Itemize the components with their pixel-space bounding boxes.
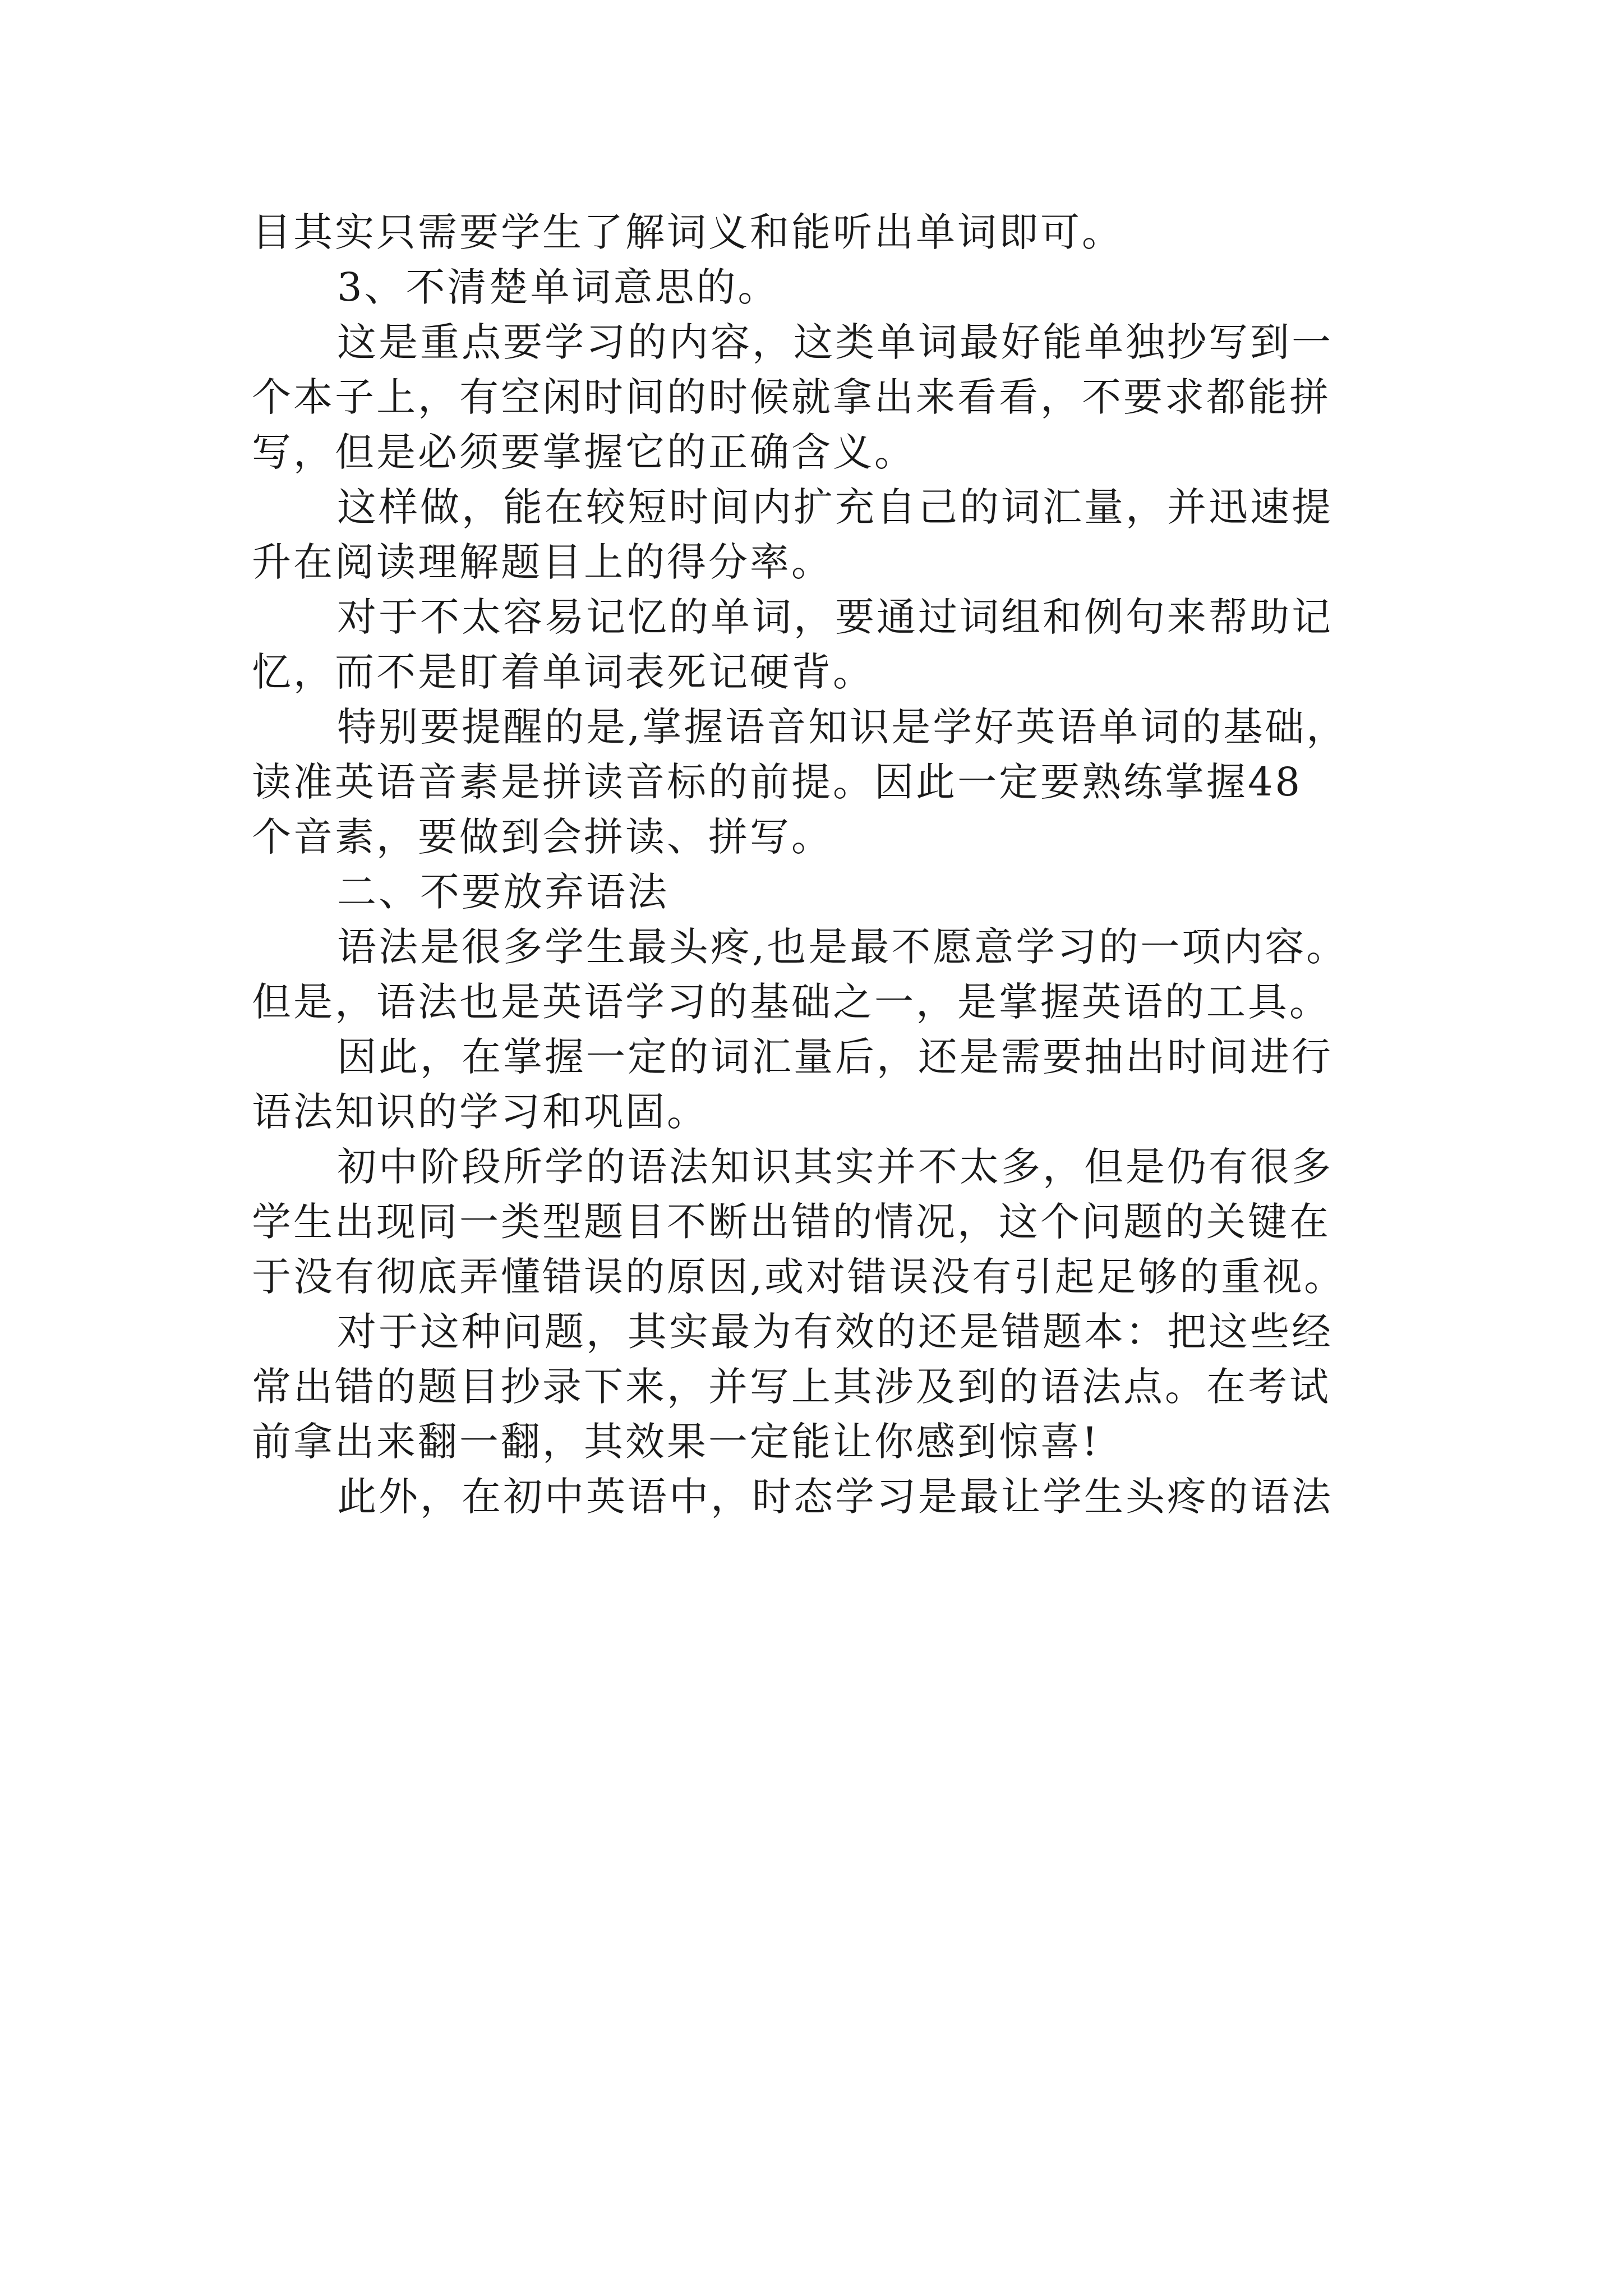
text-line: 特别要提醒的是,掌握语音知识是学好英语单词的基础， [337,704,1348,750]
text-line: 对于不太容易记忆的单词，要通过词组和例句来帮助记 [337,594,1333,640]
text-line: 个本子上，有空闲时间的时候就拿出来看看，不要求都能拼 [252,374,1331,420]
document-body [252,205,1396,1524]
text-line: 前拿出来翻一翻，其效果一定能让你感到惊喜! [252,1419,1100,1465]
text-line: 写，但是必须要掌握它的正确含义。 [252,429,916,475]
text-line: 于没有彻底弄懂错误的原因,或对错误没有引起足够的重视。 [252,1254,1346,1300]
section-heading: 二、不要放弃语法 [337,869,669,915]
text-line: 升在阅读理解题目上的得分率。 [252,539,833,585]
text-line: 个音素，要做到会拼读、拼写。 [252,814,833,860]
text-line: 但是，语法也是英语学习的基础之一，是掌握英语的工具。 [252,979,1331,1025]
text-line: 读准英语音素是拼读音标的前提。因此一定要熟练掌握48 [252,759,1303,805]
text-line: 语法知识的学习和巩固。 [252,1089,708,1135]
text-line: 学生出现同一类型题目不断出错的情况，这个问题的关键在 [252,1199,1331,1245]
text-line: 忆，而不是盯着单词表死记硬背。 [252,649,874,695]
text-line: 3、不清楚单词意思的。 [337,264,780,310]
text-line: 因此，在掌握一定的词汇量后，还是需要抽出时间进行 [337,1034,1333,1080]
text-line: 语法是很多学生最头疼,也是最不愿意学习的一项内容。 [337,924,1348,970]
text-line: 对于这种问题，其实最为有效的还是错题本：把这些经 [337,1309,1333,1355]
text-line: 此外，在初中英语中，时态学习是最让学生头疼的语法 [337,1474,1333,1520]
text-line: 常出错的题目抄录下来，并写上其涉及到的语法点。在考试 [252,1364,1331,1410]
text-line: 这样做，能在较短时间内扩充自己的词汇量，并迅速提 [337,484,1333,530]
text-line: 初中阶段所学的语法知识其实并不太多，但是仍有很多 [337,1144,1333,1190]
text-line: 目其实只需要学生了解词义和能听出单词即可。 [252,209,1123,255]
text-line: 这是重点要学习的内容，这类单词最好能单独抄写到一 [337,319,1333,365]
